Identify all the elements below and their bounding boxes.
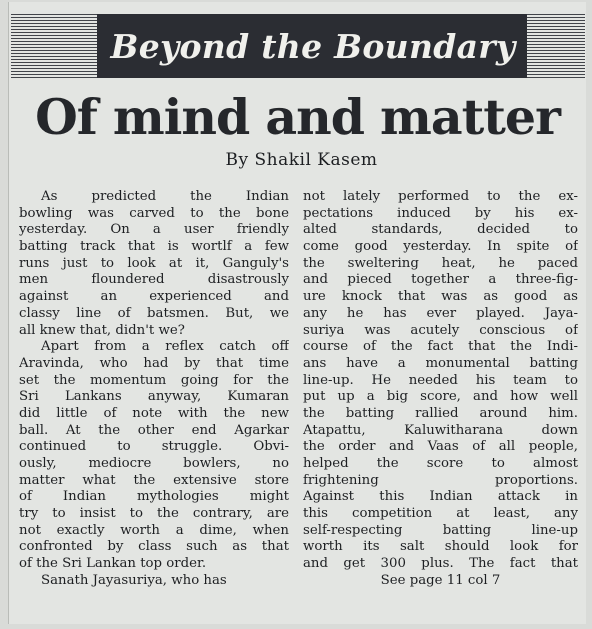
article-line: helped the score to almost (303, 456, 578, 471)
article-line: confronted by class such as that (19, 539, 289, 555)
article-line: against an experienced and (19, 289, 289, 305)
article-line: yesterday. On a user friendly (19, 222, 289, 238)
article-line: did little of note with the new (19, 405, 289, 421)
article-line: frightening proportions. (303, 472, 578, 488)
article-line: not lately performed to the ex- (303, 189, 578, 204)
article-line: ball. At the other end Agarkar (19, 422, 289, 438)
article-line: Sri Lankans anyway, Kumaran (19, 389, 289, 405)
article-line: pectations induced by his ex- (303, 205, 578, 221)
article-line: and get 300 plus. The fact that (303, 556, 578, 572)
article-line: not exactly worth a dime, when (19, 522, 289, 538)
headline: Of mind and matter (35, 88, 560, 146)
article-line: As predicted the Indian (41, 189, 289, 204)
article-line: Aravinda, who had by that time (19, 355, 289, 371)
article-line: batting track that is wortlf a few (19, 239, 289, 255)
article-line: course of the fact that the Indi- (303, 339, 578, 355)
article-line: alted standards, decided to (303, 222, 578, 238)
continuation-note: See page 11 col 7 (380, 572, 501, 588)
article-line: line-up. He needed his team to (303, 372, 578, 388)
banner-bar (97, 14, 529, 78)
article-line: this competition at least, any (303, 506, 578, 522)
article-line: ously, mediocre bowlers, no (19, 456, 289, 471)
article-line: try to insist to the contrary, are (19, 506, 289, 522)
article-line: any he has ever played. Jaya- (303, 305, 578, 321)
article-line: the order and Vaas of all people, (303, 439, 578, 455)
article-line: set the momentum going for the (19, 372, 289, 388)
article-line: ure knock that was as good as (303, 289, 578, 305)
article-line: of Indian mythologies might (19, 489, 289, 505)
section-banner (11, 14, 585, 78)
article-line: Against this Indian attack in (303, 489, 578, 505)
article-line: bowling was carved to the bone (19, 205, 289, 221)
banner-hatch-right (527, 14, 585, 78)
article-line: suriya was acutely conscious of (303, 322, 578, 338)
byline: By Shakil Kasem (225, 150, 378, 170)
banner-hatch-left (11, 14, 99, 78)
article-line: ans have a monumental batting (303, 355, 578, 371)
article-line: runs just to look at it, Ganguly's (19, 255, 289, 271)
article-line: all knew that, didn't we? (19, 322, 185, 338)
article-line: Atapattu, Kaluwitharana down (303, 422, 578, 438)
article-line: worth its salt should look for (303, 539, 578, 555)
article-line: the sweltering heat, he paced (303, 255, 578, 271)
article-line: of the Sri Lankan top order. (19, 556, 207, 572)
article-line: classy line of batsmen. But, we (19, 305, 289, 321)
article-line: men floundered disastrously (19, 272, 289, 288)
article-line: continued to struggle. Obvi- (19, 439, 289, 455)
article-line: come good yesterday. In spite of (303, 239, 578, 255)
section-title: Beyond the Boundary (110, 26, 516, 66)
article-line: Sanath Jayasuriya, who has (41, 572, 227, 588)
article-line: Apart from a reflex catch off (41, 339, 289, 355)
article-line: and pieced together a three-fig- (303, 272, 578, 288)
article-line: the batting rallied around him. (303, 405, 578, 421)
article-column-left (19, 189, 289, 590)
article-line: matter what the extensive store (19, 472, 289, 488)
article-line: put up a big score, and how well (303, 389, 578, 405)
article-column-right (303, 189, 578, 590)
article-line: self-respecting batting line-up (303, 522, 578, 538)
